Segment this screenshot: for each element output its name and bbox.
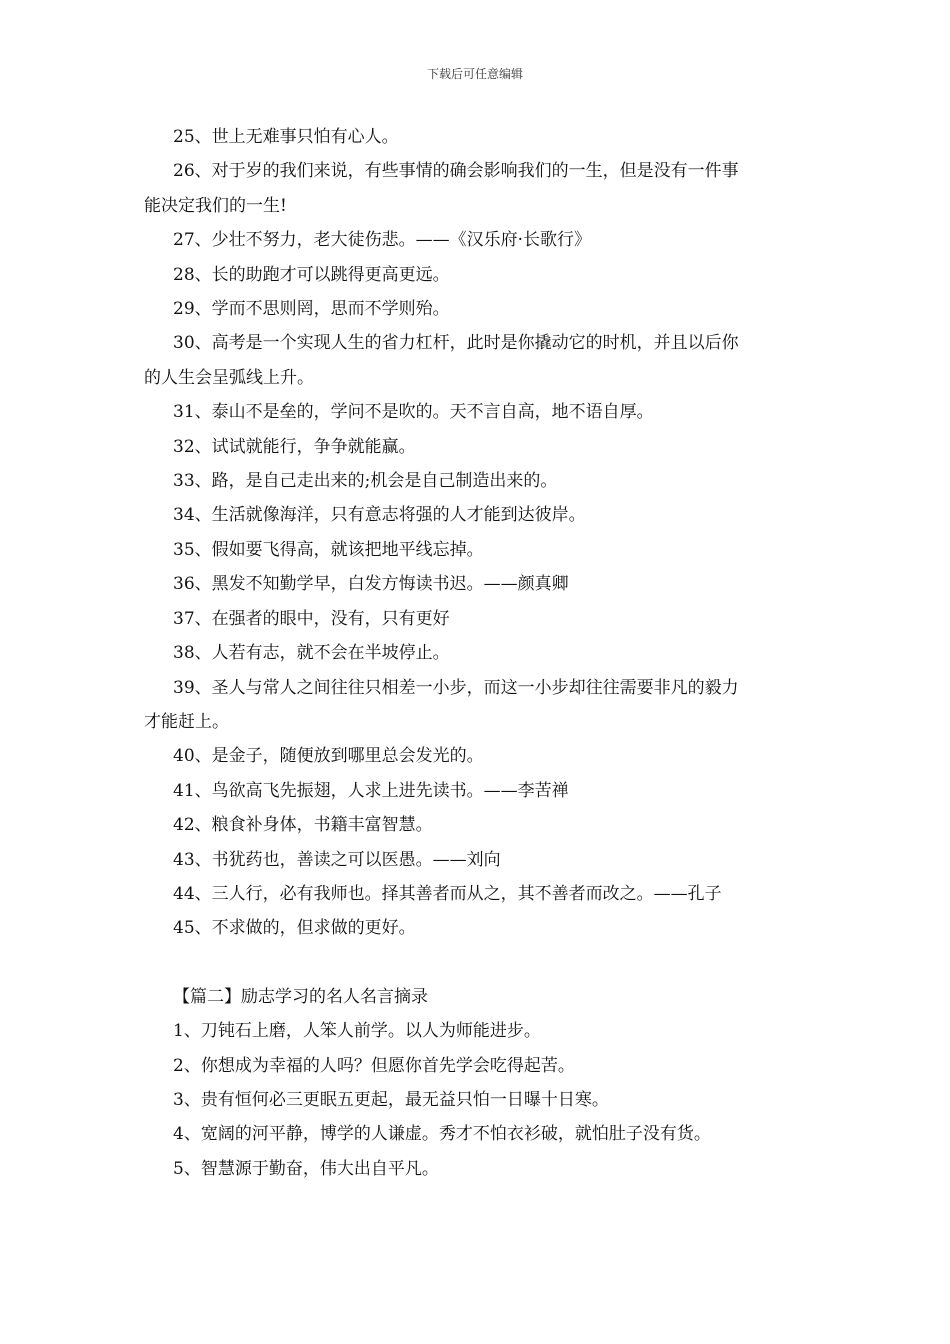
quote-list-section-2 [144,1014,810,1186]
text-line: 5、智慧源于勤奋，伟大出自平凡。 [173,1158,439,1179]
text-line: 44、三人行，必有我师也。择其善者而从之，其不善者而改之。——孔子 [173,883,722,904]
text-line: 35、假如要飞得高，就该把地平线忘掉。 [173,539,484,560]
text-line: 36、黑发不知勤学早，白发方悔读书迟。——颜真卿 [173,574,569,595]
text-line: 39、圣人与常人之间往往只相差一小步，而这一小步却往往需要非凡的毅力 [173,677,739,698]
text-line: 37、在强者的眼中，没有，只有更好 [173,608,450,629]
text-line: 40、是金子，随便放到哪里总会发光的。 [173,746,484,767]
text-line: 28、长的助跑才可以跳得更高更远。 [173,264,450,285]
text-line: 26、对于岁的我们来说，有些事情的确会影响我们的一生，但是没有一件事 [173,161,739,182]
text-line: 27、少壮不努力，老大徒伤悲。——《汉乐府·长歌行》 [173,230,592,251]
text-line: 45、不求做的，但求做的更好。 [173,918,416,939]
text-line: 2、你想成为幸福的人吗？但愿你首先学会吃得起苦。 [173,1055,575,1076]
text-line: 32、试试就能行，争争就能赢。 [173,436,416,457]
page-header: 下载后可任意编辑 [426,67,523,81]
text-line: 才能赶上。 [144,711,229,732]
text-line: 34、生活就像海洋，只有意志将强的人才能到达彼岸。 [173,505,586,526]
document-body [144,120,810,1186]
text-line: 3、贵有恒何必三更眠五更起，最无益只怕一日曝十日寒。 [173,1089,609,1110]
text-line: 30、高考是一个实现人生的省力杠杆，此时是你撬动它的时机，并且以后你 [173,333,739,354]
text-line: 41、鸟欲高飞先振翅，人求上进先读书。——李苦禅 [173,780,569,801]
text-line: 43、书犹药也，善读之可以医愚。——刘向 [173,849,501,870]
text-line: 1、刀钝石上磨，人笨人前学。以人为师能进步。 [173,1021,541,1042]
text-line: 31、泰山不是垒的，学问不是吹的。天不言自高，地不语自厚。 [173,402,654,423]
quote-list-section-1 [144,120,810,946]
text-line: 4、宽阔的河平静，博学的人谦虚。秀才不怕衣衫破，就怕肚子没有货。 [173,1124,711,1145]
text-line: 能决定我们的一生! [144,195,287,216]
section-heading: 【篇二】励志学习的名人名言摘录 [173,986,428,1007]
text-line: 25、世上无难事只怕有心人。 [173,127,399,147]
text-line: 的人生会呈弧线上升。 [144,367,314,388]
text-line: 38、人若有志，就不会在半坡停止。 [173,643,450,664]
text-line: 42、粮食补身体，书籍丰富智慧。 [173,815,433,836]
text-line: 33、路，是自己走出来的;机会是自己制造出来的。 [173,471,558,492]
text-line: 29、学而不思则罔，思而不学则殆。 [173,299,450,320]
